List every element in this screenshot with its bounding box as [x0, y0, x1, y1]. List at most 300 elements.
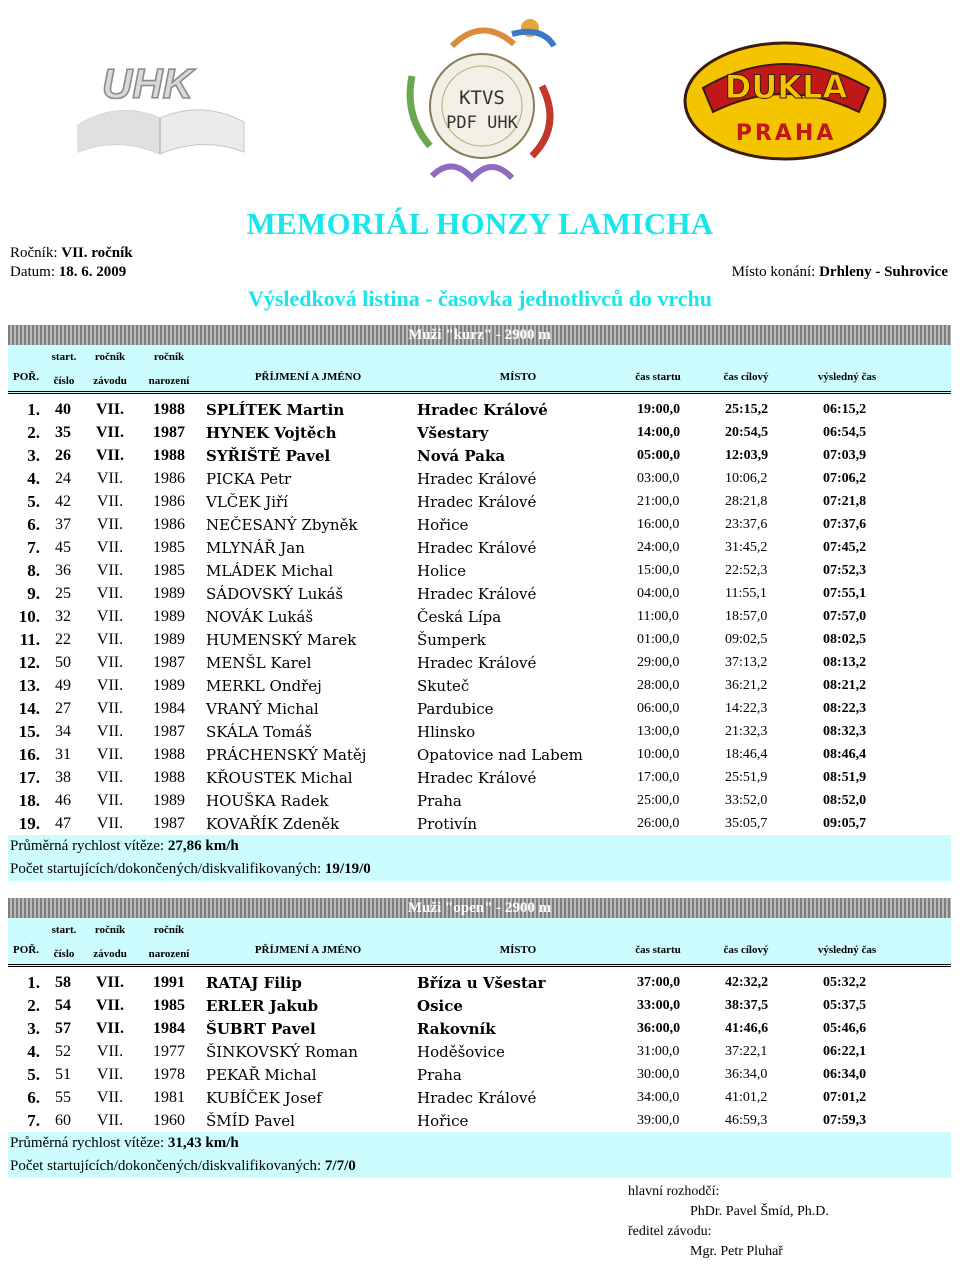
cell-birth: 1987 — [153, 815, 185, 832]
table-row — [8, 720, 951, 743]
cell-name: VRANÝ Michal — [206, 700, 319, 718]
cell-result: 05:46,6 — [823, 1021, 867, 1036]
results-section-kurz — [8, 325, 951, 881]
cell-name: KOVAŘÍK Zdeněk — [206, 815, 340, 833]
cell-rocnik: VII. — [96, 493, 124, 510]
table-row — [8, 994, 951, 1017]
venue-line — [732, 262, 948, 282]
cell-place: Rakovník — [417, 1020, 496, 1038]
svg-text:DUKLA: DUKLA — [724, 68, 848, 106]
cell-finish: 41:46,6 — [725, 1021, 769, 1036]
cell-rocnik: VII. — [96, 654, 124, 671]
cell-name: SKÁLA Tomáš — [206, 723, 313, 741]
cell-name: ERLER Jakub — [206, 997, 319, 1015]
cell-name: ŠMÍD Pavel — [206, 1112, 295, 1130]
cell-start: 17:00,0 — [637, 770, 680, 785]
director-name: Mgr. Petr Pluhař — [690, 1244, 783, 1259]
cell-start: 06:00,0 — [637, 701, 680, 716]
svg-text:PDF UHK: PDF UHK — [446, 113, 518, 133]
table-row — [8, 536, 951, 559]
cell-name: HOUŠKA Radek — [206, 792, 329, 810]
cell-start: 10:00,0 — [637, 747, 680, 762]
cell-rank: 6. — [27, 1088, 40, 1107]
header-num-top: start. — [51, 351, 77, 363]
cell-finish: 33:52,0 — [725, 793, 768, 808]
cell-result: 07:06,2 — [823, 471, 867, 486]
cell-name: MERKL Ondřej — [206, 677, 322, 695]
cell-place: Hradec Králové — [417, 493, 537, 511]
cell-num: 27 — [55, 700, 71, 717]
cell-rank: 13. — [18, 676, 40, 695]
cell-place: Hradec Králové — [417, 539, 537, 557]
cell-birth: 1986 — [153, 493, 185, 510]
table-row — [8, 971, 951, 994]
cell-start: 37:00,0 — [637, 975, 681, 990]
uhk-book-logo — [68, 40, 248, 160]
cell-rank: 5. — [27, 1065, 40, 1084]
header-place: MÍSTO — [499, 371, 537, 383]
cell-finish: 25:15,2 — [725, 402, 769, 417]
table-row — [8, 444, 951, 467]
cell-name: SYŘIŠTĚ Pavel — [206, 447, 331, 465]
category-bar: Muži "kurz" - 2900 m — [8, 325, 951, 345]
cell-result: 07:57,0 — [823, 609, 867, 624]
table-header — [8, 345, 951, 394]
cell-birth: 1988 — [153, 769, 185, 786]
cell-place: Holice — [417, 562, 466, 580]
cell-birth: 1989 — [153, 585, 185, 602]
cell-place: Osice — [417, 997, 463, 1015]
cell-rocnik: VII. — [95, 1020, 124, 1037]
cell-start: 24:00,0 — [637, 540, 680, 555]
header-start: čas startu — [635, 944, 681, 956]
cell-start: 13:00,0 — [637, 724, 680, 739]
cell-start: 33:00,0 — [637, 998, 681, 1013]
date-value: 18. 6. 2009 — [58, 264, 127, 280]
cell-finish: 36:34,0 — [725, 1067, 768, 1082]
cell-birth: 1989 — [153, 631, 185, 648]
cell-place: Praha — [417, 792, 462, 810]
table-row — [8, 812, 951, 835]
cell-result: 08:46,4 — [823, 747, 867, 762]
page-title: MEMORIÁL HONZY LAMICHA — [246, 206, 714, 241]
cell-num: 49 — [55, 677, 71, 694]
cell-place: Hradec Králové — [417, 1089, 537, 1107]
table-row — [8, 674, 951, 697]
cell-start: 05:00,0 — [637, 448, 681, 463]
cell-name: SÁDOVSKÝ Lukáš — [206, 585, 344, 603]
cell-start: 14:00,0 — [637, 425, 681, 440]
header-name: PŘÍJMENÍ A JMÉNO — [254, 944, 362, 956]
header-birth-top: ročník — [153, 924, 185, 936]
cell-birth: 1987 — [153, 654, 185, 671]
cell-num: 26 — [55, 447, 71, 464]
cell-name: MLÁDEK Michal — [206, 562, 334, 580]
cell-start: 34:00,0 — [637, 1090, 680, 1105]
speed-value: 31,43 km/h — [167, 1135, 239, 1151]
cell-name: PEKAŘ Michal — [206, 1066, 317, 1084]
cell-result: 06:54,5 — [823, 425, 867, 440]
cell-num: 22 — [55, 631, 71, 648]
cell-place: Protivín — [417, 815, 478, 833]
officials-block — [628, 1182, 829, 1262]
cell-birth: 1985 — [153, 562, 185, 579]
cell-place: Hoděšovice — [417, 1043, 505, 1061]
count-value: 7/7/0 — [324, 1158, 356, 1174]
cell-num: 60 — [55, 1112, 71, 1129]
cell-finish: 18:46,4 — [725, 747, 768, 762]
referee-name: PhDr. Pavel Šmíd, Ph.D. — [690, 1204, 829, 1219]
cell-start: 16:00,0 — [637, 517, 680, 532]
cell-rocnik: VII. — [96, 700, 124, 717]
cell-rocnik: VII. — [96, 769, 124, 786]
cell-rocnik: VII. — [96, 539, 124, 556]
table-row — [8, 766, 951, 789]
cell-rank: 5. — [27, 492, 40, 511]
header-rocnik-bottom: závodu — [93, 948, 127, 960]
cell-place: Hořice — [417, 1112, 469, 1130]
table-row — [8, 789, 951, 812]
cell-finish: 20:54,5 — [725, 425, 769, 440]
results-rows — [8, 967, 951, 1132]
table-row — [8, 1063, 951, 1086]
cell-result: 06:15,2 — [823, 402, 867, 417]
count-value: 19/19/0 — [324, 861, 371, 877]
cell-rank: 15. — [18, 722, 40, 741]
cell-start: 21:00,0 — [637, 494, 680, 509]
cell-result: 08:51,9 — [823, 770, 867, 785]
cell-finish: 18:57,0 — [725, 609, 768, 624]
cell-start: 04:00,0 — [637, 586, 680, 601]
cell-rocnik: VII. — [96, 1112, 124, 1129]
cell-start: 15:00,0 — [637, 563, 680, 578]
header-rank: POŘ. — [13, 371, 39, 383]
cell-place: Česká Lípa — [417, 608, 502, 626]
cell-num: 36 — [55, 562, 71, 579]
cell-rocnik: VII. — [96, 1089, 124, 1106]
cell-rank: 14. — [18, 699, 40, 718]
cell-num: 34 — [55, 723, 71, 740]
header-finish: čas cílový — [723, 371, 769, 383]
cell-num: 45 — [55, 539, 71, 556]
header-num-bottom: číslo — [53, 948, 75, 960]
cell-finish: 36:21,2 — [725, 678, 768, 693]
cell-result: 07:45,2 — [823, 540, 867, 555]
cell-name: PICKA Petr — [206, 470, 292, 488]
cell-rank: 4. — [27, 1042, 40, 1061]
cell-num: 54 — [55, 997, 71, 1014]
cell-rank: 17. — [18, 768, 40, 787]
cell-birth: 1985 — [153, 997, 185, 1014]
cell-rocnik: VII. — [96, 815, 124, 832]
cell-place: Skuteč — [417, 677, 470, 695]
table-row — [8, 1109, 951, 1132]
cell-rank: 12. — [18, 653, 40, 672]
cell-finish: 28:21,8 — [725, 494, 768, 509]
count-label: Počet startujících/dokončených/diskvalifikovaných: — [10, 861, 322, 877]
cell-rocnik: VII. — [95, 401, 124, 418]
cell-num: 37 — [55, 516, 71, 533]
cell-num: 31 — [55, 746, 71, 763]
cell-birth: 1988 — [153, 401, 185, 418]
cell-rank: 7. — [27, 538, 40, 557]
cell-start: 19:00,0 — [637, 402, 681, 417]
cell-start: 11:00,0 — [637, 609, 679, 624]
cell-result: 08:52,0 — [823, 793, 867, 808]
cell-finish: 09:02,5 — [725, 632, 768, 647]
cell-finish: 37:13,2 — [725, 655, 768, 670]
ktvs-pdf-uhk-logo — [392, 6, 572, 196]
table-row — [8, 490, 951, 513]
cell-start: 28:00,0 — [637, 678, 680, 693]
results-section-open — [8, 898, 951, 1178]
cell-rank: 1. — [27, 973, 40, 992]
cell-result: 07:03,9 — [823, 448, 867, 463]
cell-start: 01:00,0 — [637, 632, 680, 647]
cell-rocnik: VII. — [96, 608, 124, 625]
cell-birth: 1989 — [153, 608, 185, 625]
edition-label: Ročník: — [10, 245, 58, 261]
cell-name: NOVÁK Lukáš — [206, 608, 314, 626]
cell-result: 07:55,1 — [823, 586, 867, 601]
cell-finish: 14:22,3 — [725, 701, 768, 716]
venue-value: Drhleny - Suhrovice — [819, 264, 948, 280]
cell-name: MENŠL Karel — [206, 654, 312, 672]
cell-place: Hradec Králové — [417, 470, 537, 488]
cell-rocnik: VII. — [95, 997, 124, 1014]
table-row — [8, 421, 951, 444]
date-line — [10, 262, 126, 282]
table-row — [8, 628, 951, 651]
cell-finish: 35:05,7 — [725, 816, 768, 831]
cell-rank: 10. — [18, 607, 40, 626]
cell-num: 40 — [55, 401, 71, 418]
cell-rocnik: VII. — [96, 631, 124, 648]
cell-place: Bříza u Všestar — [417, 974, 546, 992]
cell-birth: 1988 — [153, 447, 185, 464]
cell-birth: 1986 — [153, 516, 185, 533]
header-num-top: start. — [51, 924, 77, 936]
cell-birth: 1985 — [153, 539, 185, 556]
header-start: čas startu — [635, 371, 681, 383]
referee-label: hlavní rozhodčí: — [628, 1184, 720, 1199]
cell-finish: 31:45,2 — [725, 540, 768, 555]
cell-num: 52 — [55, 1043, 71, 1060]
cell-name: HYNEK Vojtěch — [206, 424, 337, 442]
cell-rank: 7. — [27, 1111, 40, 1130]
header-place: MÍSTO — [499, 944, 537, 956]
cell-place: Pardubice — [417, 700, 494, 718]
cell-result: 07:01,2 — [823, 1090, 867, 1105]
cell-result: 08:21,2 — [823, 678, 867, 693]
cell-num: 51 — [55, 1066, 71, 1083]
cell-name: ŠUBRT Pavel — [206, 1020, 316, 1038]
cell-start: 25:00,0 — [637, 793, 680, 808]
cell-birth: 1988 — [153, 746, 185, 763]
cell-result: 07:37,6 — [823, 517, 867, 532]
cell-finish: 41:01,2 — [725, 1090, 768, 1105]
header-result: výsledný čas — [817, 371, 877, 383]
cell-result: 06:22,1 — [823, 1044, 867, 1059]
winner-speed — [8, 835, 951, 858]
cell-result: 07:21,8 — [823, 494, 867, 509]
cell-finish: 21:32,3 — [725, 724, 768, 739]
cell-rank: 4. — [27, 469, 40, 488]
cell-rocnik: VII. — [96, 723, 124, 740]
cell-finish: 10:06,2 — [725, 471, 768, 486]
cell-rank: 3. — [27, 1019, 40, 1038]
participant-count — [8, 858, 951, 881]
participant-count — [8, 1155, 951, 1178]
cell-start: 03:00,0 — [637, 471, 680, 486]
cell-finish: 37:22,1 — [725, 1044, 768, 1059]
cell-result: 08:32,3 — [823, 724, 867, 739]
table-row — [8, 467, 951, 490]
cell-birth: 1984 — [153, 1020, 185, 1037]
cell-birth: 1986 — [153, 470, 185, 487]
cell-result: 08:13,2 — [823, 655, 867, 670]
cell-rank: 19. — [18, 814, 40, 833]
cell-place: Nová Paka — [417, 447, 506, 465]
cell-place: Hořice — [417, 516, 469, 534]
cell-birth: 1977 — [153, 1043, 185, 1060]
table-row — [8, 513, 951, 536]
header-rocnik-bottom: závodu — [93, 375, 127, 387]
dukla-praha-logo — [683, 40, 888, 162]
cell-birth: 1991 — [153, 974, 185, 991]
table-row — [8, 1086, 951, 1109]
cell-name: MLYNÁŘ Jan — [206, 539, 305, 557]
cell-name: HUMENSKÝ Marek — [206, 631, 357, 649]
cell-finish: 42:32,2 — [725, 975, 769, 990]
cell-num: 25 — [55, 585, 71, 602]
table-row — [8, 559, 951, 582]
cell-rocnik: VII. — [96, 677, 124, 694]
category-bar: Muži "open" - 2900 m — [8, 898, 951, 918]
header-name: PŘÍJMENÍ A JMÉNO — [254, 371, 362, 383]
cell-start: 30:00,0 — [637, 1067, 680, 1082]
cell-birth: 1989 — [153, 677, 185, 694]
cell-rocnik: VII. — [95, 424, 124, 441]
speed-label: Průměrná rychlost vítěze: — [10, 1135, 165, 1151]
cell-rank: 1. — [27, 400, 40, 419]
cell-place: Šumperk — [417, 631, 486, 649]
cell-finish: 38:37,5 — [725, 998, 769, 1013]
cell-place: Hradec Králové — [417, 585, 537, 603]
cell-birth: 1981 — [153, 1089, 185, 1106]
cell-rocnik: VII. — [96, 585, 124, 602]
header-birth-bottom: narození — [148, 948, 190, 960]
results-rows — [8, 394, 951, 835]
cell-place: Hradec Králové — [417, 769, 537, 787]
cell-birth: 1987 — [153, 723, 185, 740]
cell-name: RATAJ Filip — [206, 974, 302, 992]
header-birth-bottom: narození — [148, 375, 190, 387]
date-label: Datum: — [10, 264, 55, 280]
table-row — [8, 697, 951, 720]
cell-place: Všestary — [417, 424, 489, 442]
speed-value: 27,86 km/h — [167, 838, 239, 854]
table-row — [8, 582, 951, 605]
cell-rocnik: VII. — [96, 516, 124, 533]
cell-rank: 8. — [27, 561, 40, 580]
cell-result: 07:52,3 — [823, 563, 867, 578]
venue-label: Místo konání: — [731, 264, 816, 280]
cell-birth: 1987 — [153, 424, 185, 441]
table-row — [8, 1040, 951, 1063]
table-row — [8, 605, 951, 628]
cell-name: ŠINKOVSKÝ Roman — [206, 1043, 358, 1061]
cell-start: 29:00,0 — [637, 655, 680, 670]
cell-rocnik: VII. — [96, 746, 124, 763]
cell-name: SPLÍTEK Martin — [206, 401, 345, 419]
cell-rank: 2. — [27, 996, 40, 1015]
cell-result: 05:32,2 — [823, 975, 867, 990]
cell-finish: 25:51,9 — [725, 770, 768, 785]
cell-start: 39:00,0 — [637, 1113, 680, 1128]
edition-value: VII. ročník — [61, 245, 133, 261]
winner-speed — [8, 1132, 951, 1155]
table-row — [8, 743, 951, 766]
cell-rocnik: VII. — [96, 1066, 124, 1083]
cell-result: 05:37,5 — [823, 998, 867, 1013]
results-subtitle: Výsledková listina - časovka jednotlivců do vrchu — [247, 286, 713, 311]
cell-num: 50 — [55, 654, 71, 671]
table-header — [8, 918, 951, 967]
cell-birth: 1960 — [153, 1112, 185, 1129]
cell-rank: 6. — [27, 515, 40, 534]
cell-rank: 11. — [19, 630, 40, 649]
header-rocnik-top: ročník — [94, 924, 126, 936]
cell-rocnik: VII. — [96, 470, 124, 487]
cell-num: 55 — [55, 1089, 71, 1106]
cell-name: KUBÍČEK Josef — [206, 1089, 322, 1107]
cell-name: KŘOUSTEK Michal — [206, 769, 353, 787]
cell-start: 31:00,0 — [637, 1044, 680, 1059]
table-row — [8, 398, 951, 421]
table-row — [8, 1017, 951, 1040]
cell-num: 42 — [55, 493, 71, 510]
svg-text:PRAHA: PRAHA — [735, 121, 837, 146]
cell-result: 09:05,7 — [823, 816, 867, 831]
cell-rocnik: VII. — [95, 447, 124, 464]
cell-finish: 11:55,1 — [725, 586, 767, 601]
header-birth-top: ročník — [153, 351, 185, 363]
cell-name: NEČESANÝ Zbyněk — [206, 516, 358, 534]
cell-rank: 16. — [18, 745, 40, 764]
cell-result: 06:34,0 — [823, 1067, 867, 1082]
cell-rank: 18. — [18, 791, 40, 810]
cell-place: Opatovice nad Labem — [417, 746, 583, 764]
cell-rank: 9. — [27, 584, 40, 603]
cell-finish: 12:03,9 — [725, 448, 769, 463]
cell-name: VLČEK Jiří — [206, 493, 288, 511]
header-result: výsledný čas — [817, 944, 877, 956]
cell-num: 35 — [55, 424, 71, 441]
cell-finish: 23:37,6 — [725, 517, 768, 532]
cell-num: 58 — [55, 974, 71, 991]
speed-label: Průměrná rychlost vítěze: — [10, 838, 165, 854]
cell-num: 57 — [55, 1020, 71, 1037]
cell-result: 07:59,3 — [823, 1113, 867, 1128]
cell-result: 08:02,5 — [823, 632, 867, 647]
cell-birth: 1978 — [153, 1066, 185, 1083]
svg-text:KTVS: KTVS — [459, 87, 505, 109]
cell-birth: 1984 — [153, 700, 185, 717]
cell-rocnik: VII. — [96, 1043, 124, 1060]
cell-result: 08:22,3 — [823, 701, 867, 716]
cell-finish: 22:52,3 — [725, 563, 768, 578]
